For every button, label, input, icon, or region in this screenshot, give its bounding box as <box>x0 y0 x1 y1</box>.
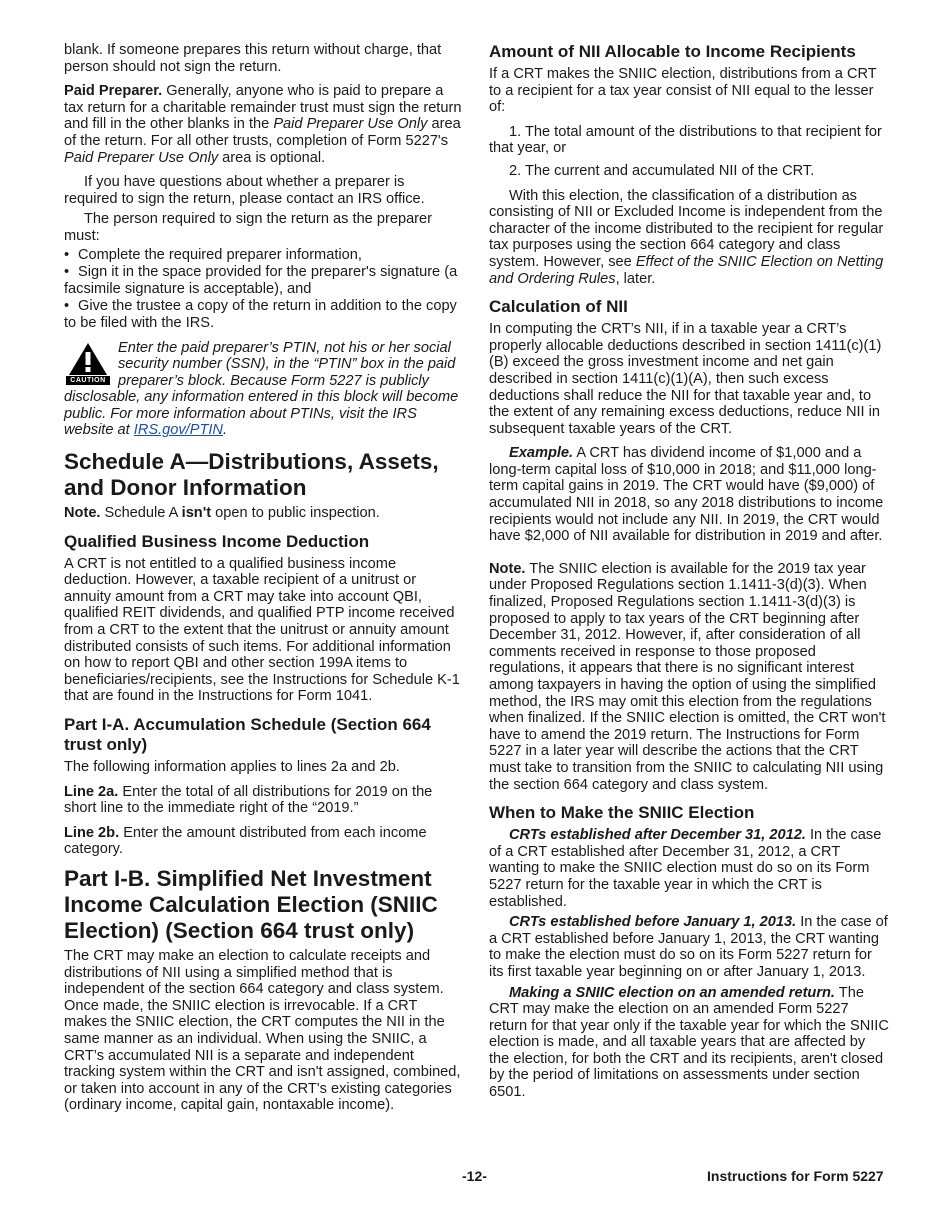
qbi-paragraph: A CRT is not entitled to a qualified business income deduction. However, a taxable recipient of a unitrust or annuity amount from a CRT may take into account QBI, qualified REIT dividends, and qualified PTP income received from a CRT to the extent that the unitrust or annuity amount distributed consists of such items. For additional information on how to report QBI and other section 199A items to beneficiaries/recipients, see the Instructions for Schedule K-1 that are found in the Instructions for Form 1041. <box>64 555 460 705</box>
qbi-heading: Qualified Business Income Deduction <box>64 531 370 551</box>
part-ia-paragraph: The following information applies to lines 2a and 2b. <box>64 759 400 775</box>
part-ib-heading: Part I-B. Simplified Net Investment Income Calculation Election (SNIIC Election) (Section 664 trust only) <box>64 865 438 943</box>
amended-return-label: Making a SNIIC election on an amended return. <box>509 984 835 1001</box>
bullet-icon: • <box>64 298 70 315</box>
when-to-make-heading: When to Make the SNIIC Election <box>489 803 755 823</box>
note-bold: isn't <box>181 505 212 522</box>
line-2a-label: Line 2a. <box>64 783 119 800</box>
schedule-a-note <box>64 505 462 522</box>
lesser-of-list <box>489 124 889 180</box>
warning-triangle-icon <box>68 342 108 376</box>
schedule-a-heading: Schedule A—Distributions, Assets, and Donor Information <box>64 449 439 501</box>
bullet-icon: • <box>64 246 70 263</box>
paid-preparer-label: Paid Preparer. <box>64 83 163 100</box>
note-text-b: open to public inspection. <box>211 505 380 522</box>
part-ia-heading: Part I-A. Accumulation Schedule (Section 664 trust only) <box>64 715 431 754</box>
before-2013-text: In the case of a CRT established before January 1, 2013, the CRT wanting to make the election must do so on its Form 5227 return for its first taxable year beginning on or after January 1, 2013. <box>489 914 888 980</box>
paragraph-paid-preparer <box>64 83 462 166</box>
caution-label: CAUTION <box>66 376 110 385</box>
list-item: 1. The total amount of the distributions to that recipient for that year, or <box>489 123 882 157</box>
list-item <box>64 298 462 331</box>
list-item: 2. The current and accumulated NII of the CRT. <box>509 162 815 179</box>
caution-end: . <box>222 422 228 439</box>
after-2012-paragraph <box>489 827 889 910</box>
example-text: A CRT has dividend income of $1,000 and a long-term capital loss of $10,000 in 2018; and $11,000 long-term capital gains in 2019. The CRT would have ($9,000) of accumulated NII in 2018, so any 2018 distributions to income recipients would not include any NII. In 2019, the CRT would have $2,000 of NII available for distribution in 2019 and after. <box>489 445 884 545</box>
list-item <box>64 264 462 297</box>
part-ib-paragraph: The CRT may make an election to calculate receipts and distributions of NII using a simplified method that is independent of the section 664 category and class system. Once made, the SNIIC election is irrevocable. If a CRT makes the SNIIC election, the CRT computes the NII in the same manner as an individual. When using the SNIIC, a CRT’s accumulated NII is a separate and independent tracking system within the CRT and isn't assigned, combined, or taken into account in any of the CRT's existing categories (ordinary income, capital gain, nontaxable income). <box>64 947 461 1114</box>
classification-text-b: , later. <box>615 270 656 287</box>
amended-return-text: The CRT may make the election on an amended Form 5227 return for that year only if the taxable year for which the SNIIC election is made, and all taxable years that are affected by the election, for both the CRT and its recipients, aren't closed by the period of limitations on assessments under section 6501. <box>489 984 889 1101</box>
irs-ptin-link[interactable]: IRS.gov/PTIN <box>133 422 223 439</box>
paragraph-questions: If you have questions about whether a preparer is required to sign the return, please contact an IRS office. <box>64 174 425 207</box>
paid-preparer-text-c: area is optional. <box>218 149 326 166</box>
paid-preparer-text-b: area of the return. For all other trusts, completion of Form 5227's <box>64 116 461 149</box>
example-label: Example. <box>509 445 574 462</box>
right-column <box>489 42 889 1105</box>
note-text: The SNIIC election is available for the 2019 tax year under Proposed Regulations section 1.1411-3(d)(3). When finalized, Proposed Regulations section 1.1411-3(d)(3) is proposed to apply to tax years of the CRT beginning after December 31, 2012. However, if, after consideration of all comments received in response to those proposed regulations, it appears that there is no significant interest among taxpayers in having the option of using the simplified method, the IRS may omit this election from the regulations when finalized. If the SNIIC election is omitted, the CRT won't have to amend the 2019 return. The Instructions for Form 5227 in a later year will describe the actions that the CRT must take to transition from the SNIIC to calculating NII using the section 664 category and class system. <box>489 560 886 793</box>
paid-preparer-italic-2: Paid Preparer Use Only <box>64 149 219 166</box>
paid-preparer-italic-1: Paid Preparer Use Only <box>273 116 428 133</box>
line-2b-label: Line 2b. <box>64 824 120 841</box>
line-2a-text: Enter the total of all distributions for 2019 on the short line to the immediate right of the “2019.” <box>64 783 433 817</box>
caution-icon <box>64 342 112 386</box>
paragraph-blank: blank. If someone prepares this return without charge, that person should not sign the return. <box>64 42 442 75</box>
note-text-a: Schedule A <box>100 505 182 522</box>
line-2a-paragraph <box>64 784 462 817</box>
calculation-heading: Calculation of NII <box>489 297 628 317</box>
line-2b-text: Enter the amount distributed from each income category. <box>64 824 427 858</box>
note-label: Note. <box>64 505 101 522</box>
classification-text-a: With this election, the classification of a distribution as consisting of NII or Excluded Income is independent from the character of the income distributed to the recipient for regular tax purposes using the section 664 category and class system. However, see <box>489 187 884 270</box>
calculation-paragraph: In computing the CRT’s NII, if in a taxable year a CRT’s properly allocable deductions described in section 1411(c)(1)(B) exceed the gross investment income and net gain described in section 1411(c)(1)(A), then such excess deductions shall reduce the NII for that taxable year and, to the extent of any remaining excess deductions, reduce NII in subsequent taxable years of the CRT. <box>489 321 882 437</box>
bullet-icon: • <box>64 264 70 281</box>
left-column <box>64 42 462 1122</box>
preparer-requirements-list <box>64 247 462 332</box>
list-item-text: Give the trustee a copy of the return in addition to the copy to be filed with the IRS. <box>64 298 457 331</box>
page-number: -12- <box>462 1168 487 1184</box>
classification-paragraph <box>489 188 889 288</box>
amended-return-paragraph <box>489 985 889 1101</box>
nii-allocable-heading: Amount of NII Allocable to Income Recipients <box>489 42 856 61</box>
line-2b-paragraph <box>64 825 462 858</box>
before-2013-paragraph <box>489 914 889 980</box>
caution-box <box>64 340 462 440</box>
list-item-text: Sign it in the space provided for the preparer's signature (a facsimile signature is acceptable), and <box>64 264 458 297</box>
form-name: Instructions for Form 5227 <box>707 1168 884 1184</box>
after-2012-text: In the case of a CRT established after December 31, 2012, a CRT wanting to make the SNIIC election must do so on its Form 5227 return for the taxable year in which the CRT is established. <box>489 827 882 910</box>
classification-italic: Effect of the SNIIC Election on Netting and Ordering Rules <box>489 253 884 287</box>
after-2012-label: CRTs established after December 31, 2012. <box>509 827 806 844</box>
before-2013-label: CRTs established before January 1, 2013. <box>509 914 797 931</box>
list-item <box>64 247 462 264</box>
example-paragraph <box>489 445 889 545</box>
note-label: Note. <box>489 560 526 577</box>
caution-text: Enter the paid preparer’s PTIN, not his or her social security number (SSN), in the “PTIN” box in the paid preparer’s block. Because Form 5227 is publicly disclosable, any information entered in this block will become public. For more information about PTINs, visit the IRS website at <box>64 339 459 439</box>
paragraph-person-required: The person required to sign the return as the preparer must: <box>64 211 433 244</box>
note-paragraph <box>489 561 889 793</box>
nii-allocable-paragraph: If a CRT makes the SNIIC election, distributions from a CRT to a recipient for a tax year consist of NII equal to the lesser of: <box>489 66 877 116</box>
paid-preparer-text-a: Generally, anyone who is paid to prepare a tax return for a charitable remainder trust must sign the return and fill in the other blanks in the <box>64 83 462 133</box>
list-item-text: Complete the required preparer information, <box>78 246 362 263</box>
